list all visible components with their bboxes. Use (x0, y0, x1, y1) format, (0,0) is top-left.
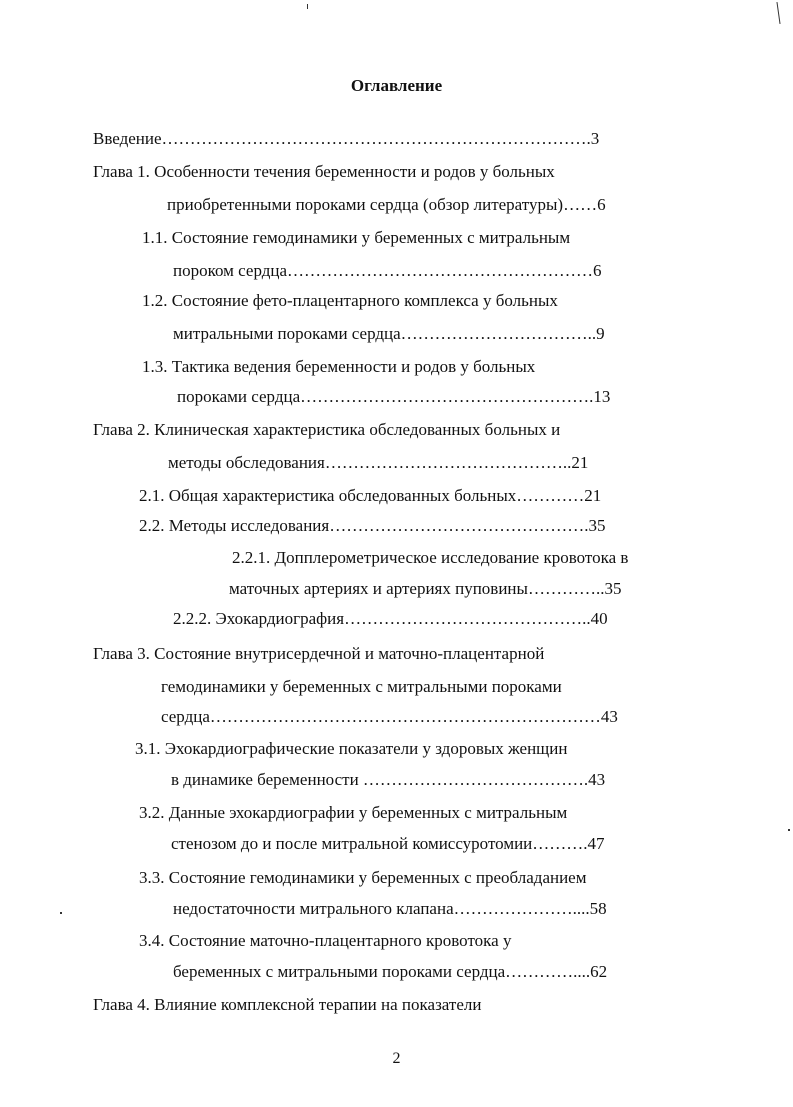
toc-entry-chapter-3-cont: гемодинамики у беременных с митральными пороками (161, 677, 562, 696)
scan-mark (776, 2, 780, 24)
scan-speck (60, 912, 62, 914)
toc-entry-2-1: 2.1. Общая характеристика обследованных больных…………21 (139, 486, 602, 505)
toc-entry-3-2: 3.2. Данные эхокардиографии у беременных с митральным (139, 803, 568, 822)
toc-entry-chapter-2: Глава 2. Клиническая характеристика обследованных больных и (93, 420, 561, 439)
toc-entry-3-4-cont: беременных с митральными пороками сердца…………....62 (173, 962, 608, 981)
toc-entry-chapter-3-cont-2: сердца……………………………………………………………43 (161, 707, 618, 726)
toc-heading: Оглавление (350, 76, 443, 95)
toc-entry-2-2-1: 2.2.1. Допплерометрическое исследование кровотока в (232, 548, 629, 567)
toc-entry-chapter-1-cont: приобретенными пороками сердца (обзор литературы)……6 (167, 195, 606, 214)
toc-entry-2-2-1-cont: маточных артериях и артериях пуповины…………..35 (229, 579, 622, 598)
toc-entry-1-2-cont: митральными пороками сердца……………………………..9 (173, 324, 605, 343)
page-number: 2 (392, 1050, 401, 1067)
toc-entry-chapter-1: Глава 1. Особенности течения беременности и родов у больных (93, 162, 555, 181)
toc-entry-1-1-cont: пороком сердца………………………………………………6 (173, 261, 602, 280)
toc-entry-3-3-cont: недостаточности митрального клапана…………………....58 (173, 899, 607, 918)
toc-entry-3-2-cont: стенозом до и после митральной комиссуротомии……….47 (171, 834, 605, 853)
toc-entry-3-1-cont: в динамике беременности ………………………………….43 (171, 770, 606, 789)
toc-entry-3-1: 3.1. Эхокардиографические показатели у здоровых женщин (135, 739, 568, 758)
toc-entry-3-4: 3.4. Состояние маточно-плацентарного кровотока у (139, 931, 512, 950)
toc-entry-chapter-3: Глава 3. Состояние внутрисердечной и маточно-плацентарной (93, 644, 545, 663)
toc-entry-1-3-cont: пороками сердца…………………………………………….13 (177, 387, 611, 406)
toc-entry-introduction: Введение………………………………………………………………….3 (93, 129, 600, 148)
toc-entry-2-2: 2.2. Методы исследования……………………………………….35 (139, 516, 606, 535)
toc-entry-1-3: 1.3. Тактика ведения беременности и родов у больных (142, 357, 536, 376)
toc-entry-1-2: 1.2. Состояние фето-плацентарного комплекса у больных (142, 291, 558, 310)
toc-entry-chapter-2-cont: методы обследования……………………………………..21 (168, 453, 589, 472)
scan-speck (307, 4, 308, 9)
toc-entry-1-1: 1.1. Состояние гемодинамики у беременных с митральным (142, 228, 571, 247)
toc-entry-chapter-4: Глава 4. Влияние комплексной терапии на показатели (93, 995, 482, 1014)
toc-entry-2-2-2: 2.2.2. Эхокардиография……………………………………..40 (173, 609, 608, 628)
scan-speck (788, 829, 790, 831)
toc-entry-3-3: 3.3. Состояние гемодинамики у беременных с преобладанием (139, 868, 587, 887)
